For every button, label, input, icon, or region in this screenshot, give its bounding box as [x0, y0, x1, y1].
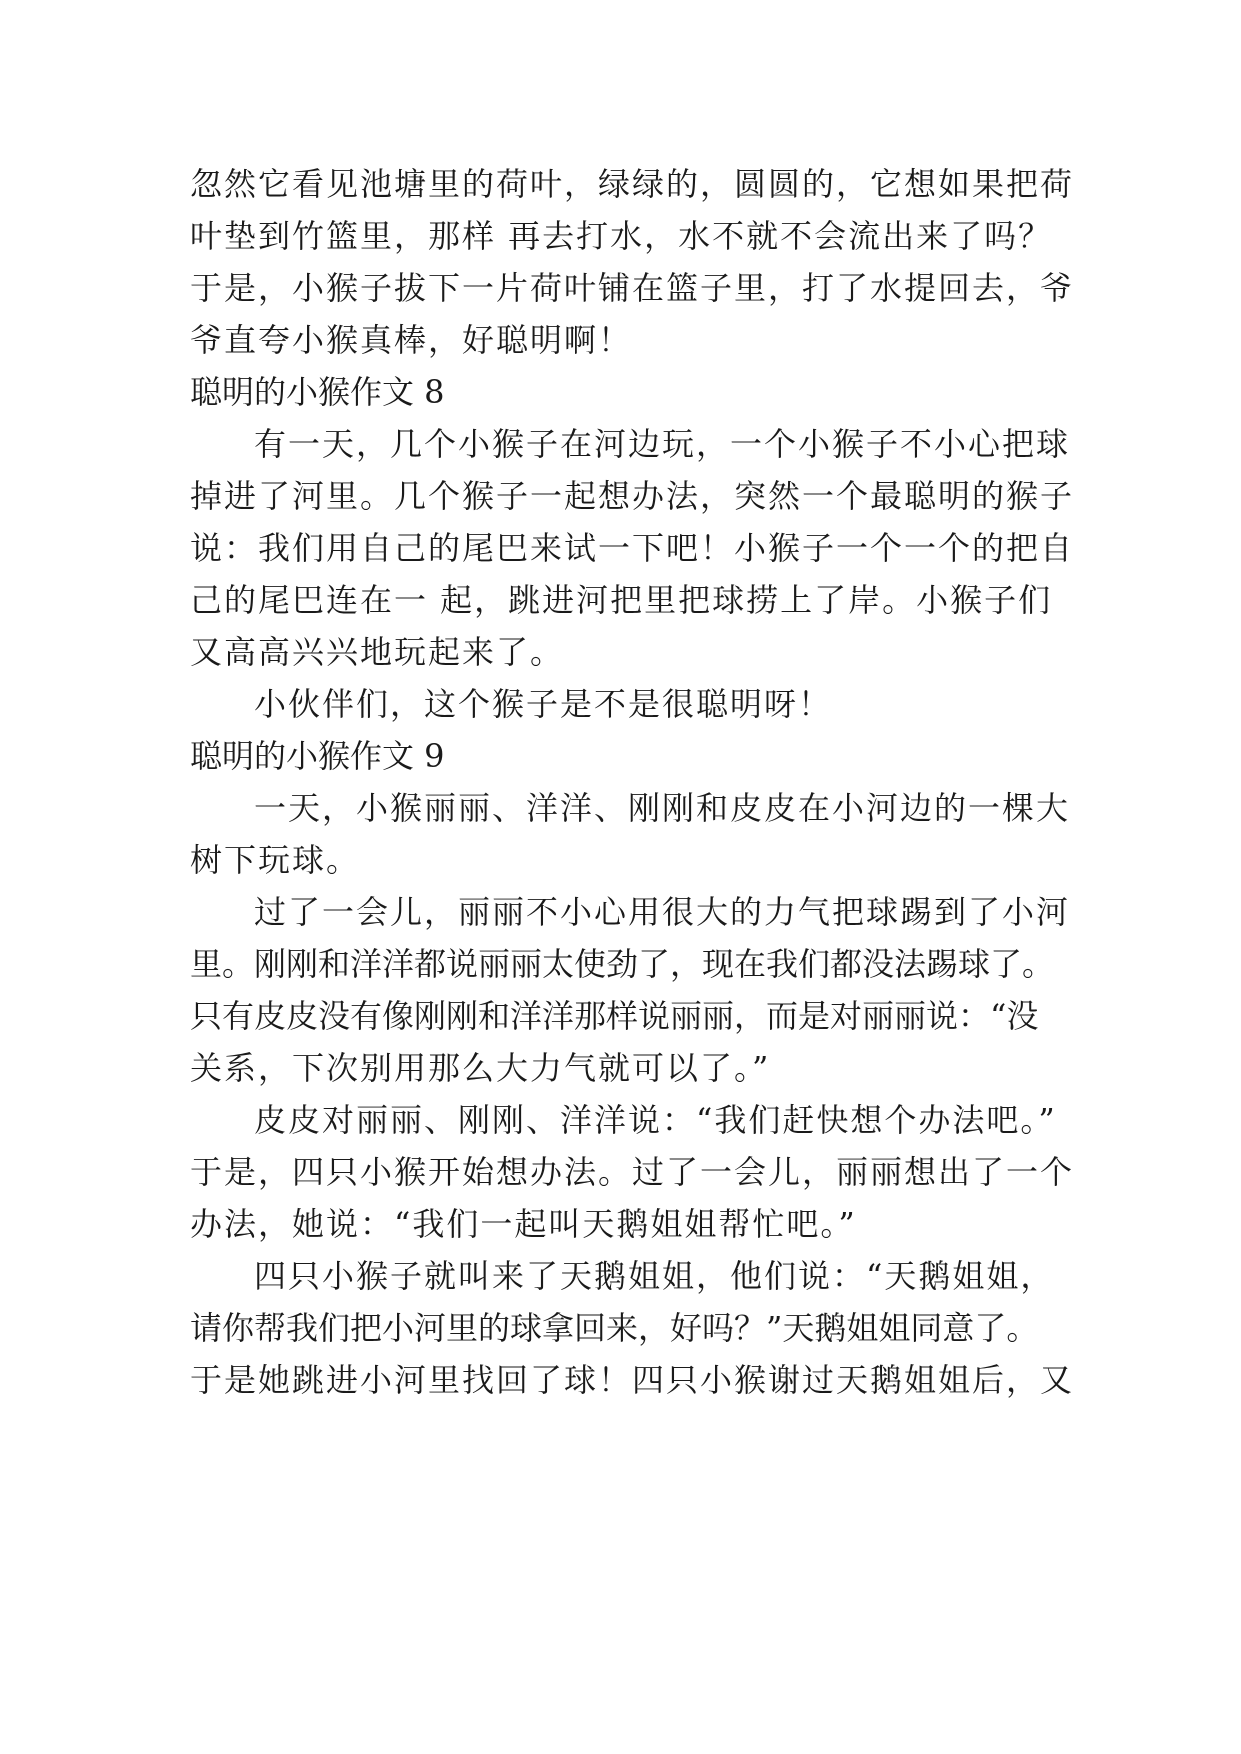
paragraph-line: 忽然它看见池塘里的荷叶，绿绿的，圆圆的，它想如果把荷 — [190, 165, 1075, 203]
paragraph-line: 树下玩球。 — [190, 841, 361, 879]
paragraph-line: 请你帮我们把小河里的球拿回来，好吗？”天鹅姐姐同意了。 — [190, 1309, 1039, 1347]
paragraph-line: 有一天，几个小猴子在河边玩，一个小猴子不小心把球 — [254, 425, 1071, 463]
paragraph-line: 办法，她说：“我们一起叫天鹅姐姐帮忙吧。” — [190, 1205, 857, 1243]
paragraph-line: 只有皮皮没有像刚刚和洋洋那样说丽丽，而是对丽丽说：“没 — [190, 997, 1039, 1035]
paragraph-line: 皮皮对丽丽、刚刚、洋洋说：“我们赶快想个办法吧。” — [254, 1101, 1057, 1139]
paragraph-line: 于是，小猴子拔下一片荷叶铺在篮子里，打了水提回去，爷 — [190, 269, 1075, 307]
paragraph-line: 一天，小猴丽丽、洋洋、刚刚和皮皮在小河边的一棵大 — [254, 789, 1071, 827]
section-heading: 聪明的小猴作文 9 — [190, 737, 445, 775]
paragraph-line: 过了一会儿，丽丽不小心用很大的力气把球踢到了小河 — [254, 893, 1071, 931]
paragraph-line: 关系，下次别用那么大力气就可以了。” — [190, 1049, 771, 1087]
paragraph-line: 四只小猴子就叫来了天鹅姐姐，他们说：“天鹅姐姐， — [254, 1257, 1055, 1295]
paragraph-line: 说：我们用自己的尾巴来试一下吧！小猴子一个一个的把自 — [190, 529, 1075, 567]
section-heading: 聪明的小猴作文 8 — [190, 373, 445, 411]
paragraph-line: 爷直夸小猴真棒，好聪明啊！ — [190, 321, 633, 359]
paragraph-line: 于是她跳进小河里找回了球！四只小猴谢过天鹅姐姐后，又 — [190, 1361, 1075, 1399]
paragraph-line: 又高高兴兴地玩起来了。 — [190, 633, 565, 671]
paragraph-line: 于是，四只小猴开始想办法。过了一会儿，丽丽想出了一个 — [190, 1153, 1075, 1191]
paragraph-line: 里。刚刚和洋洋都说丽丽太使劲了，现在我们都没法踢球了。 — [190, 945, 1055, 983]
paragraph-line: 掉进了河里。几个猴子一起想办法，突然一个最聪明的猴子 — [190, 477, 1075, 515]
paragraph-line: 叶垫到竹篮里，那样 再去打水，水不就不会流出来了吗？ — [190, 217, 1053, 255]
paragraph-line: 己的尾巴连在一 起，跳进河把里把球捞上了岸。小猴子们 — [190, 581, 1053, 619]
paragraph-line: 小伙伴们，这个猴子是不是很聪明呀！ — [254, 685, 833, 723]
